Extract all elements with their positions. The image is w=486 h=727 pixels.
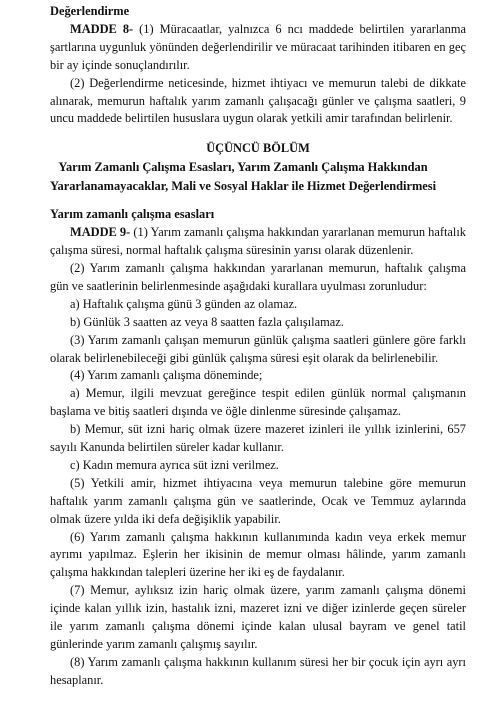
heading-degerlendirme: Değerlendirme [50, 4, 130, 18]
madde-9-item-2a: a) Haftalık çalışma günü 3 günden az olamaz. [70, 296, 298, 311]
madde-9-item-4a: a) Memur, ilgili mevzuat gereğince tespit edilen günlük normal çalışmanın başlama ve bitiş saatleri dışında ve öğle dinlenme süresinde çalışamaz. [50, 386, 466, 419]
madde-9-label: MADDE 9- [70, 225, 131, 240]
madde-9-paragraph-8: (8) Yarım zamanlı çalışma hakkının kullanım süresi her bir çocuk için ayrı ayrı hesaplanır. [50, 654, 466, 687]
madde-9-paragraph-4: (4) Yarım zamanlı çalışma döneminde; [70, 368, 263, 383]
madde-9-paragraph-5: (5) Yetkili amir, hizmet ihtiyacına veya memurun talebine göre memurun haftalık yarım zamanlı çalışma gün ve saatlerinde, Ocak ve Temmuz aylarında olmak üzere yılda iki defa değişiklik yapabilir. [50, 475, 466, 526]
madde-9-item-4c: c) Kadın memura ayrıca süt izni verilmez. [70, 457, 279, 472]
madde-8-paragraph-1 [50, 21, 466, 75]
madde-9-text-1: (1) Yarım zamanlı çalışma hakkından yararlanan memurun haftalık çalışma süresi, normal haftalık çalışma süresinin yarısı olarak düzenlenir. [50, 225, 466, 258]
section-title: ÜÇÜNCÜ BÖLÜM [206, 141, 310, 156]
heading-esaslar: Yarım zamanlı çalışma esasları [50, 207, 215, 222]
madde-9-paragraph-7: (7) Memur, aylıksız izin hariç olmak üzere, yarım zamanlı çalışma dönemi içinde kalan yıllık izin, hastalık izni, mazeret izni ve diğer izinlerde geçen süreler ile yarım zamanlı çalışma dönemi içinde kalan ulusal bayram ve genel tatil günlerinde yarım zamanlı çalışmış sayılır. [50, 583, 466, 651]
madde-9-item-2b: b) Günlük 3 saatten az veya 8 saatten fazla çalışılamaz. [70, 314, 344, 329]
section-subtitle-line-2: Yararlanamayacaklar, Mali ve Sosyal Haklar ile Hizmet Değerlendirmesi [49, 178, 437, 193]
madde-9-paragraph-1 [50, 224, 466, 260]
madde-8-paragraph-2: (2) Değerlendirme neticesinde, hizmet ihtiyacı ve memurun talebi de dikkate alınarak, memurun haftalık yarım zamanlı çalışacağı günler ve çalışma saatleri, 9 uncu maddede belirtilen hususlara uygun olarak yetkili amir tarafından belirlenir. [50, 75, 466, 126]
madde-9-item-4b: b) Memur, süt izni hariç olmak üzere mazeret izinleri ile yıllık izinlerini, 657 sayılı Kanunda belirtilen süreler kadar kullanır. [50, 422, 466, 455]
madde-8-label: MADDE 8- [70, 21, 134, 36]
section-subtitle-line-1: Yarım Zamanlı Çalışma Esasları, Yarım Zamanlı Çalışma Hakkından [58, 160, 428, 175]
madde-9-paragraph-3: (3) Yarım zamanlı çalışan memurun günlük çalışma saatleri günlere göre farklı olarak belirlenebileceği gibi günlük çalışma süresi eşit olarak da belirlenebilir. [50, 332, 466, 365]
madde-9-paragraph-2: (2) Yarım zamanlı çalışma hakkından yararlanan memurun, haftalık çalışma gün ve saatlerinin belirlenmesinde aşağıdaki kurallara uyulması zorunludur: [50, 260, 466, 293]
madde-8-text-1: (1) Müracaatlar, yalnızca 6 ncı maddede belirtilen yararlanma şartlarına uygunluk yönünden değerlendirilir ve müracaat tarihinden itibaren en geç bir ay içinde sonuçlandırılır. [50, 21, 466, 72]
madde-9-paragraph-6: (6) Yarım zamanlı çalışma hakkının kullanımında kadın veya erkek memur ayrımı yapılmaz. Eşlerin her ikisinin de memur olması hâlinde, yarım zamanlı çalışma hakkından talepleri üzerine her iki eş de faydalanır. [50, 529, 466, 580]
